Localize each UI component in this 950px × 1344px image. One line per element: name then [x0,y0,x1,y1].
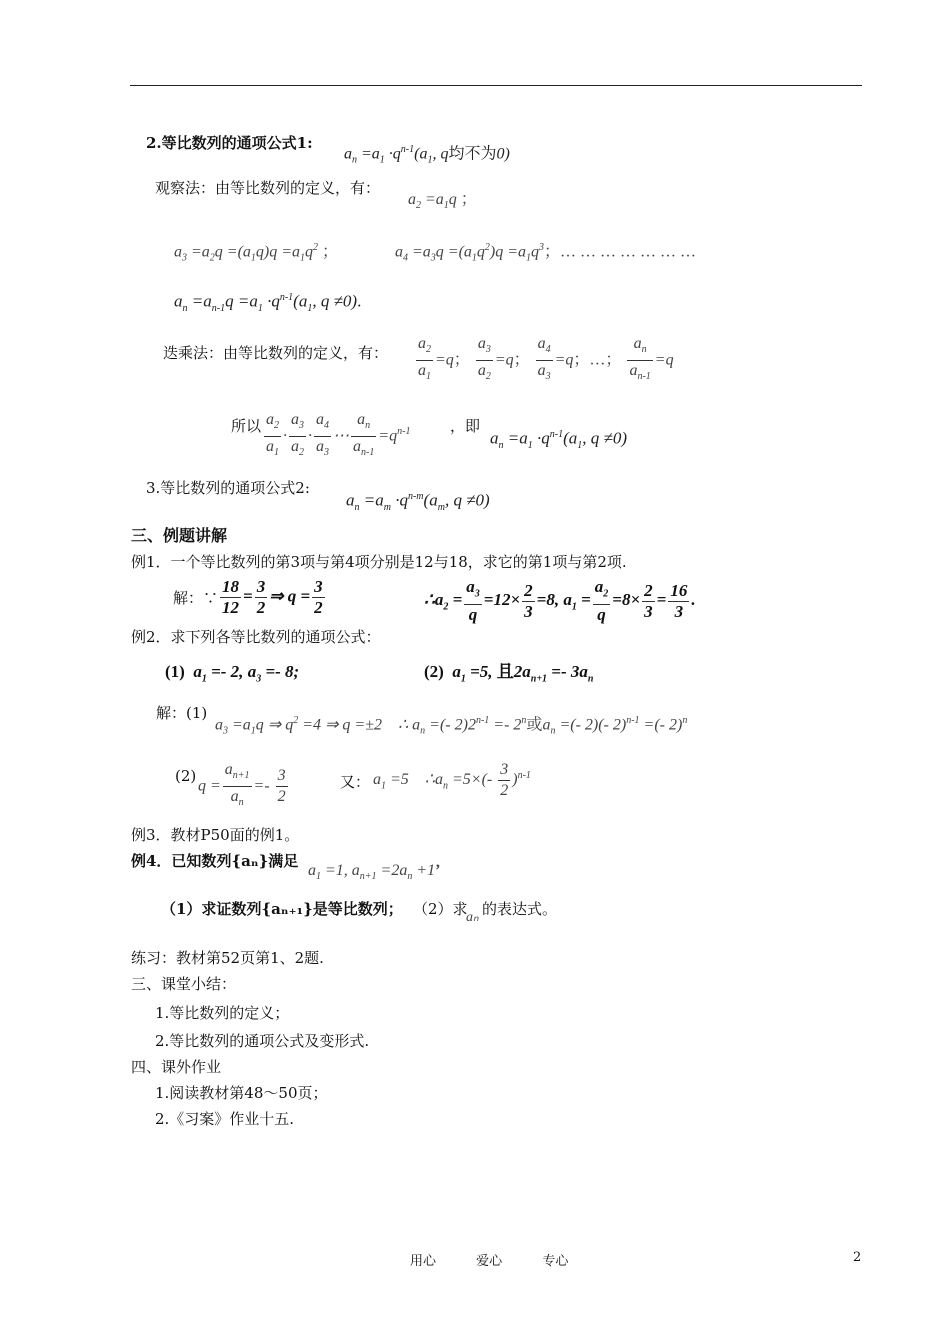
iterate-product: $\frac{a_2}{a_1}$ · $\frac{a_3}{a_2}$ · $\frac{a_4}{a_3}$ ⋯ $\frac{a_n}{a_{n-1}}$ $=q^{n-1}$ [262,410,410,463]
example4-condition: $a_1 =1$, $a_{n+1} =2a_n +1$’ [308,862,441,883]
iterate-result: $a_n =a_1 \cdot q^{n-1}(a_1$, q ≠0) [490,428,627,452]
example2-solution2-result: $a_1 =5$ $\therefore a_n =5\times(-$ $\frac{3}{2}$ )$^{n-1}$ [373,761,531,799]
example1-solution-terms: $\therefore a_2$ = $\frac{a_3}{q}$ =12× $\frac{2}{3}$ =8, $a_1$ = $\frac{a_2}{q}$ =8× $\frac{2}{3}$ = $\frac{16}{3}$ . [424,577,696,625]
example4-question2-symbol: aₙ [466,910,479,925]
summary-item: 2.等比数列的通项公式及变形式. [155,1032,370,1050]
summary-heading: 三、课堂小结： [131,975,237,993]
example2-solution2-mid: 又： [340,773,371,791]
example4-question2-tail: 的表达式。 [482,900,558,918]
example2-solution1-prefix: 解：(1) [156,704,208,722]
homework-item: 1.阅读教材第48～50页； [155,1084,328,1102]
observe-line3: $a_n =a_{n-1}q =a_1 \cdot q^{n-1}(a_1$, q ≠0). [174,291,362,315]
footer-word: 用心 [410,1254,437,1269]
header-rule [130,85,862,86]
example3-text: 例3．教材P50面的例1。 [131,826,300,844]
example1-solution-q: $\frac{18}{12}$ = $\frac{3}{2}$ ⇒ q = $\frac{3}{2}$ [222,577,323,617]
example2-part2: (2) $a_1 =5$, 且$2a_{n+1} =- 3a_n$ [424,662,594,685]
section2-formula: $a_n =a_1 \cdot q^{n-1}(a_1$, q均不为0) [344,144,510,166]
example4-question1: （1）求证数列{aₙ₊₁}是等比数列； [161,900,403,918]
example2-text: 例2．求下列各等比数列的通项公式： [131,628,381,646]
observe-line1: $a_2 =a_1q$ ； [408,191,477,212]
footer-word: 爱心 [476,1254,503,1269]
section3-formula: $a_n =a_m \cdot q^{n-m}(a_m$, q ≠0) [346,490,490,514]
iterate-ratios: $\frac{a_2}{a_1}$ =q； $\frac{a_3}{a_2}$ =q； $\frac{a_4}{a_3}$ =q；…； $\frac{a_n}{a_{n-1}}$ =q [414,334,674,387]
section3-title: 3.等比数列的通项公式2: [146,479,310,497]
section2-title: 2.等比数列的通项公式1: [146,134,313,152]
iterate-label: 迭乘法：由等比数列的定义，有： [163,344,389,362]
observe-label: 观察法：由等比数列的定义，有： [155,179,381,197]
homework-heading: 四、课外作业 [131,1058,222,1076]
practice-text: 练习：教材第52页第1、2题. [131,949,324,967]
example4-question2: （2）求 [413,900,468,918]
observe-line2b: $a_4 =a_3q =(a_1q^2)q =a_1q^3$；… … … … … … … [395,242,697,264]
observe-line2a: $a_3 =a_2q =(a_1q)q =a_1q^2$ ； [174,242,339,264]
example2-solution1: $a_3 =a_1q$ ⇒ $q^2 =4$ ⇒ q =±2 ∴ $a_n$ =(- $2)2^{n-1} =- 2^n$或$a_n$ =(- 2)(- 2)$^{n-1}$ =(- 2)$^n$ [215,715,688,737]
iterate-conclude-mid: ，即 [450,417,481,435]
iterate-conclude-prefix: 所以 [231,417,262,435]
example2-part1: (1) $a_1 =- 2$, $a_3 =- 8$; [165,662,300,685]
example4-text: 例4．已知数列{aₙ}满足 [131,852,299,870]
example1-solution-prefix: 解：∵ [173,589,219,607]
example2-solution2-q: q = $\frac{a_{n+1}}{a_n}$ =- $\frac{3}{2}$ [198,760,290,813]
summary-item: 1.等比数列的定义； [155,1004,290,1022]
example1-text: 例1．一个等比数列的第3项与第4项分别是12与18，求它的第1项与第2项. [131,553,627,571]
homework-item: 2.《习案》作业十五. [155,1110,295,1128]
page-number: 2 [853,1250,862,1265]
example2-solution2-prefix: (2) [175,767,197,785]
examples-heading: 三、例题讲解 [131,526,228,545]
page-footer [410,1250,604,1269]
footer-word: 专心 [542,1254,569,1269]
